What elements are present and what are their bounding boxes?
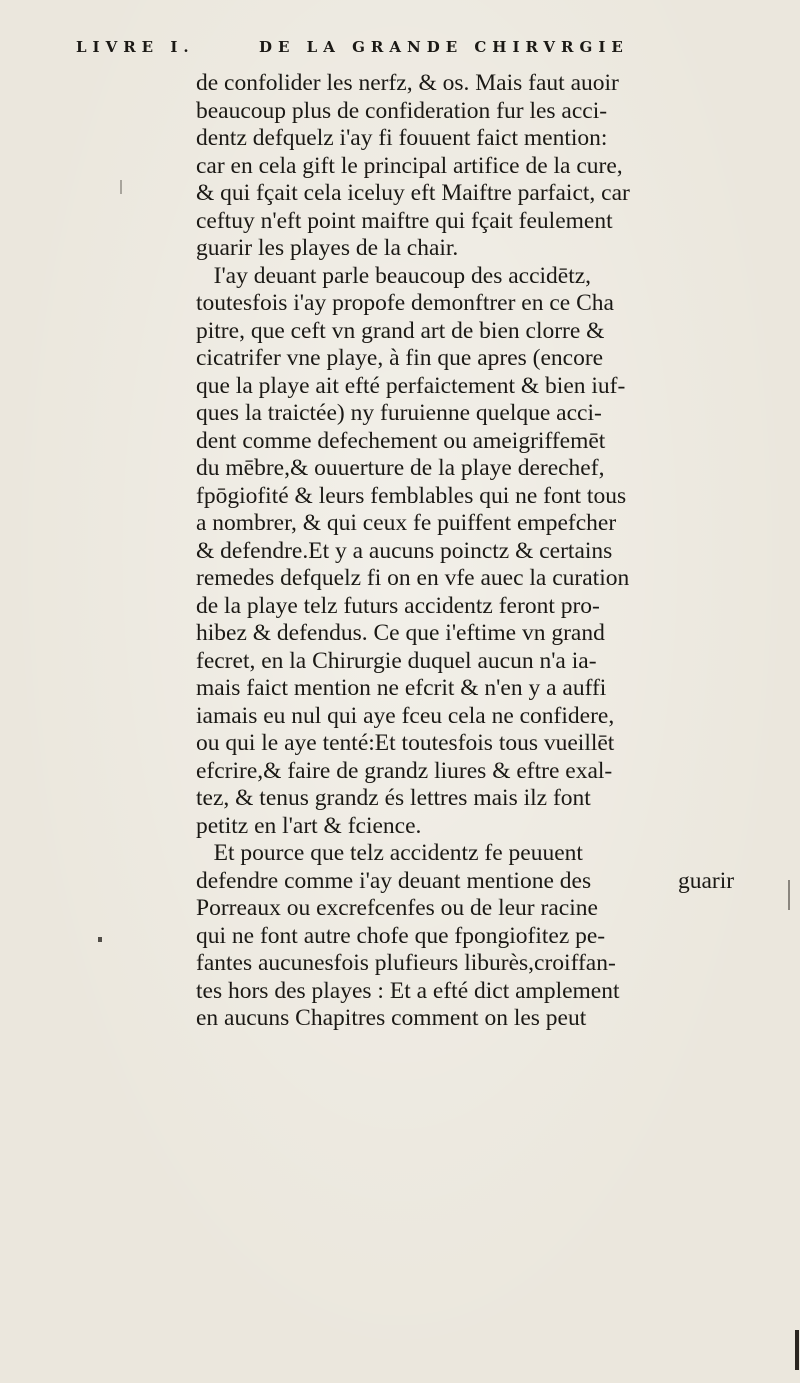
text-line: dentz defquelz i'ay fi fouuent faict mention: — [196, 125, 608, 151]
text-line: remedes defquelz fi on en vfe auec la curation — [196, 565, 630, 591]
running-head-book: LIVRE I. — [76, 38, 195, 56]
text-line: de la playe telz futurs accidentz feront pro- — [196, 592, 600, 619]
catchword: guarir — [678, 868, 735, 894]
text-line: mais faict mention ne efcrit & n'en y a auffi — [196, 675, 607, 701]
margin-speck — [98, 937, 102, 942]
text-line: Porreaux ou excrefcenfes ou de leur racine — [196, 895, 598, 921]
running-head — [76, 38, 796, 62]
text-line: fecret, en la Chirurgie duquel aucun n'a ia- — [196, 647, 597, 674]
text-line: car en cela gift le principal artifice de la cure, — [196, 152, 623, 179]
text-line: & qui fçait cela iceluy eft Maiftre parfaict, car — [196, 180, 630, 206]
text-line: & defendre.Et y a aucuns poinctz & certains — [196, 537, 613, 564]
text-line: hibez & defendus. Ce que i'eftime vn grand — [196, 620, 605, 646]
text-line: toutesfois i'ay propofe demonftrer en ce Cha — [196, 290, 614, 316]
text-line: dent comme defechement ou ameigriffemēt — [196, 427, 606, 454]
page-edge-mark — [795, 1330, 799, 1370]
text-line: defendre comme i'ay deuant mentione des — [196, 867, 592, 894]
text-line: pitre, que ceft vn grand art de bien clorre & — [196, 317, 605, 344]
text-line: ceftuy n'eft point maiftre qui fçait feulement — [196, 207, 613, 234]
margin-speck — [120, 180, 122, 194]
running-head-title: DE LA GRANDE CHIRVRGIE — [259, 38, 629, 56]
text-line: guarir les playes de la chair. — [196, 235, 459, 261]
text-line: tes hors des playes : Et a efté dict amplement — [196, 977, 620, 1004]
text-line: que la playe ait efté perfaictement & bien iuf- — [196, 372, 626, 399]
text-line: ques la traictée) ny furuienne quelque acci- — [196, 400, 602, 426]
text-line: Et pource que telz accidentz fe peuuent — [196, 840, 583, 866]
text-line: en aucuns Chapitres comment on les peut — [196, 1005, 587, 1031]
text-line: beaucoup plus de confideration fur les acci- — [196, 97, 608, 124]
text-line: a nombrer, & qui ceux fe puiffent empefcher — [196, 510, 617, 536]
text-line: cicatrifer vne playe, à fin que apres (encore — [196, 345, 604, 371]
text-line: petitz en l'art & fcience. — [196, 812, 422, 839]
text-line: qui ne font autre chofe que fpongiofitez pe- — [196, 922, 606, 949]
text-line: I'ay deuant parle beaucoup des accidētz, — [196, 262, 592, 289]
text-line: ou qui le aye tenté:Et toutesfois tous vueillēt — [196, 730, 615, 756]
text-line: tez, & tenus grandz és lettres mais ilz font — [196, 785, 591, 811]
text-line: iamais eu nul qui aye fceu cela ne confidere, — [196, 702, 615, 729]
text-line: efcrire,& faire de grandz liures & eftre exal- — [196, 757, 613, 784]
page-edge-mark — [788, 880, 790, 910]
text-line: du mēbre,& ouuerture de la playe derechef, — [196, 455, 605, 481]
text-line: de confolider les nerfz, & os. Mais faut auoir — [196, 70, 619, 96]
text-line: fantes aucunesfois plufieurs liburès,croiffan- — [196, 950, 616, 976]
text-line: fpōgiofité & leurs femblables qui ne font tous — [196, 482, 627, 509]
